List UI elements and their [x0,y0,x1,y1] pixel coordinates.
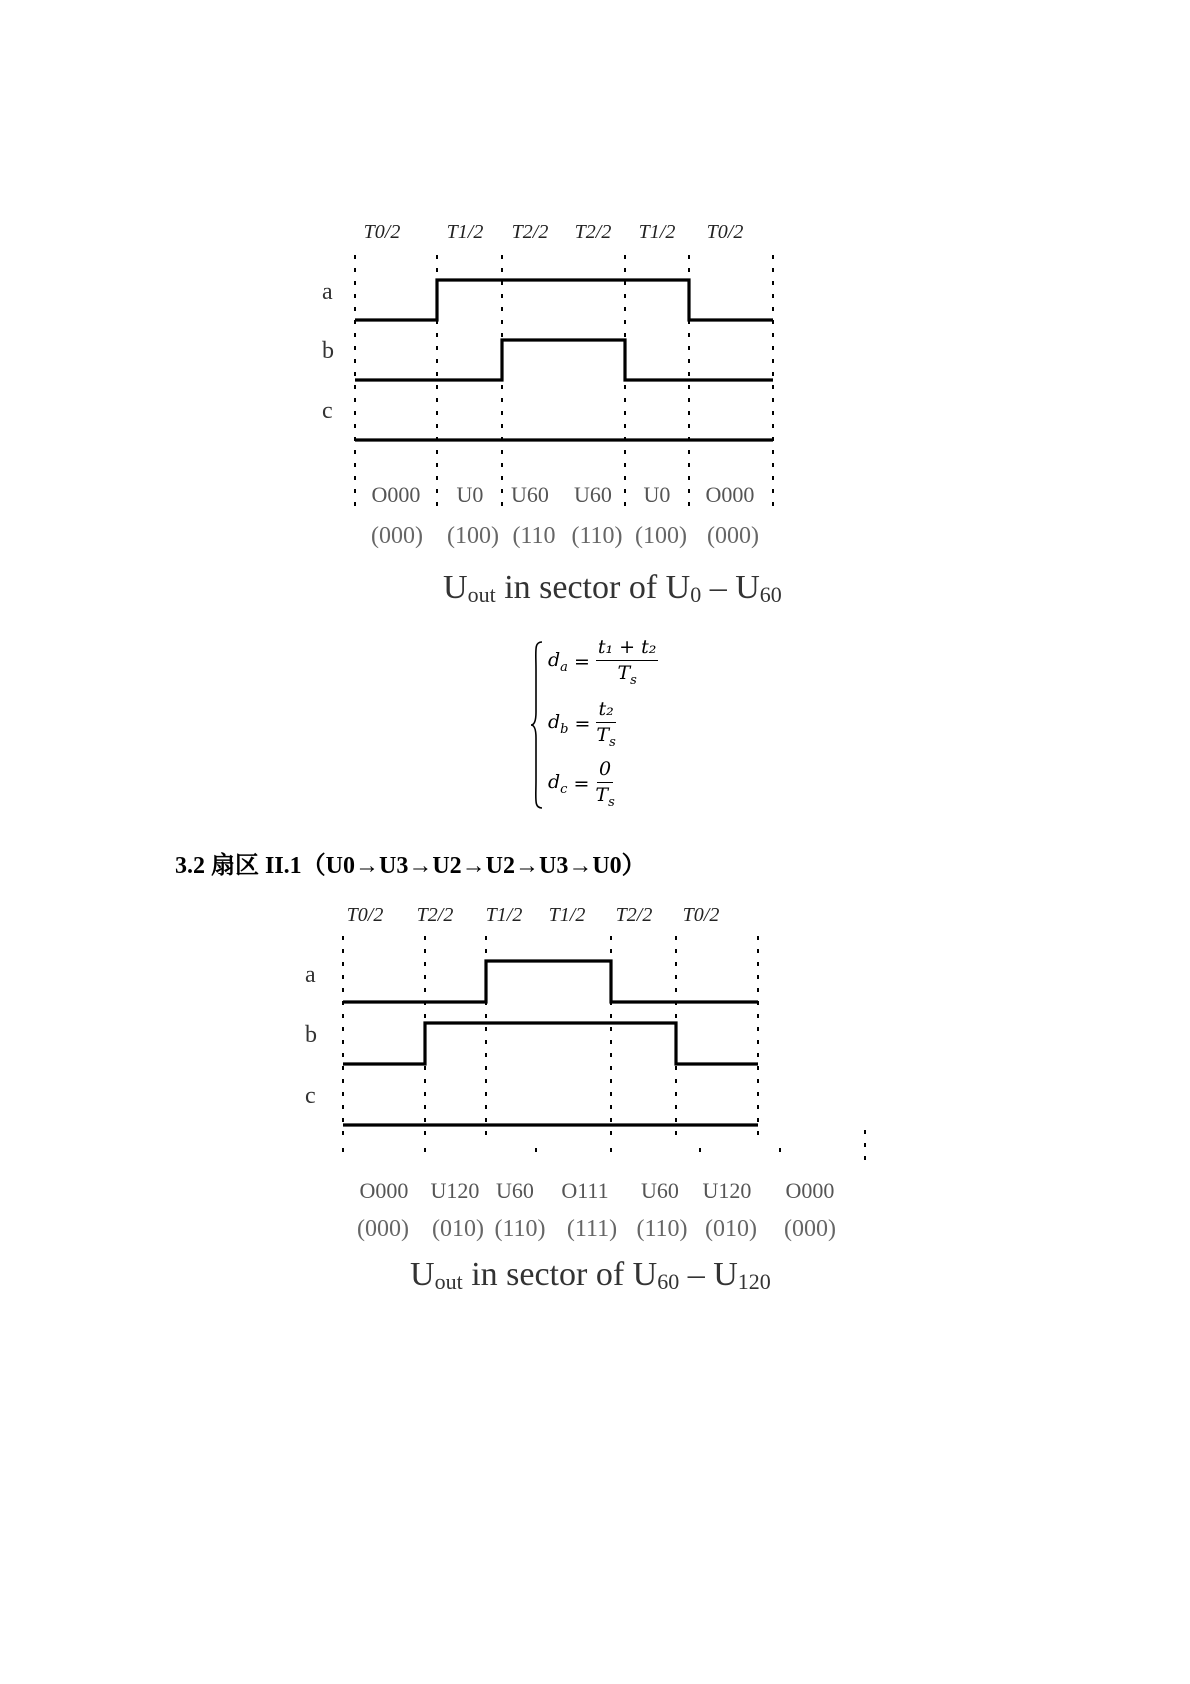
code-label: (000) [784,1216,836,1242]
interval-label: T2/2 [416,904,454,926]
vector-label: O000 [359,1178,409,1203]
signal-label-a: a [305,962,316,988]
equation-dc: $d_c$ = $\frac{0}{T_s}$ [548,758,615,810]
code-label: (000) [707,523,759,549]
vector-label: U60 [641,1178,679,1203]
vector-label: U0 [643,482,671,507]
interval-label: T2/2 [615,904,653,926]
signal-label-a: a [322,279,333,305]
figure-caption: Uout in sector of U0 – U60 [443,569,782,607]
left-brace [530,640,544,810]
interval-label: T0/2 [346,904,384,926]
vector-label: O111 [561,1178,609,1203]
interval-label: T1/2 [485,904,523,926]
vector-label: O000 [705,482,755,507]
equation-da: $d_a$ = $\frac{\text{t₁ + t₂}}{T_s}$ [548,636,657,688]
code-label: (010) [705,1216,757,1242]
code-label: (000) [371,523,423,549]
vector-label: U60 [574,482,612,507]
vector-label: U60 [511,482,549,507]
interval-label: T1/2 [446,221,484,243]
vector-label: O000 [785,1178,835,1203]
interval-label: T0/2 [682,904,720,926]
vector-label: U120 [702,1178,752,1203]
code-label: (110) [494,1216,546,1242]
waveform-b [355,340,773,380]
interval-label: T2/2 [511,221,549,243]
code-label: (110) [636,1216,688,1242]
vector-label: U120 [430,1178,480,1203]
waveform-a [343,961,758,1002]
code-label: (100) [447,523,499,549]
figure-1 [320,215,840,615]
figure-caption: Uout in sector of U60 – U120 [410,1256,771,1294]
signal-label-c: c [305,1083,316,1109]
interval-label: T0/2 [363,221,401,243]
waveform-b [343,1023,758,1064]
interval-label: T1/2 [548,904,586,926]
code-label: (110 [512,523,556,549]
code-label: (111) [566,1216,618,1242]
timing-diagram-1 [320,215,840,615]
code-label: (000) [357,1216,409,1242]
vector-label: U60 [496,1178,534,1203]
section-heading: 3.2 扇区 II.1（U0→U3→U2→U2→U3→U0） [175,853,646,879]
vector-label: O000 [371,482,421,507]
code-label: (010) [432,1216,484,1242]
code-label: (100) [635,523,687,549]
code-label: (110) [571,523,623,549]
timing-diagram-2 [305,898,885,1298]
vector-label: U0 [456,482,484,507]
figure-2 [305,898,885,1298]
interval-label: T2/2 [574,221,612,243]
equation-db: $d_b$ = $\frac{\text{t₂}}{T_s}$ [548,698,616,750]
interval-label: T0/2 [706,221,744,243]
signal-label-b: b [305,1022,317,1048]
duty-cycle-equations [530,636,690,814]
signal-label-c: c [322,398,333,424]
signal-label-b: b [322,338,334,364]
waveform-a [355,280,773,320]
interval-label: T1/2 [638,221,676,243]
